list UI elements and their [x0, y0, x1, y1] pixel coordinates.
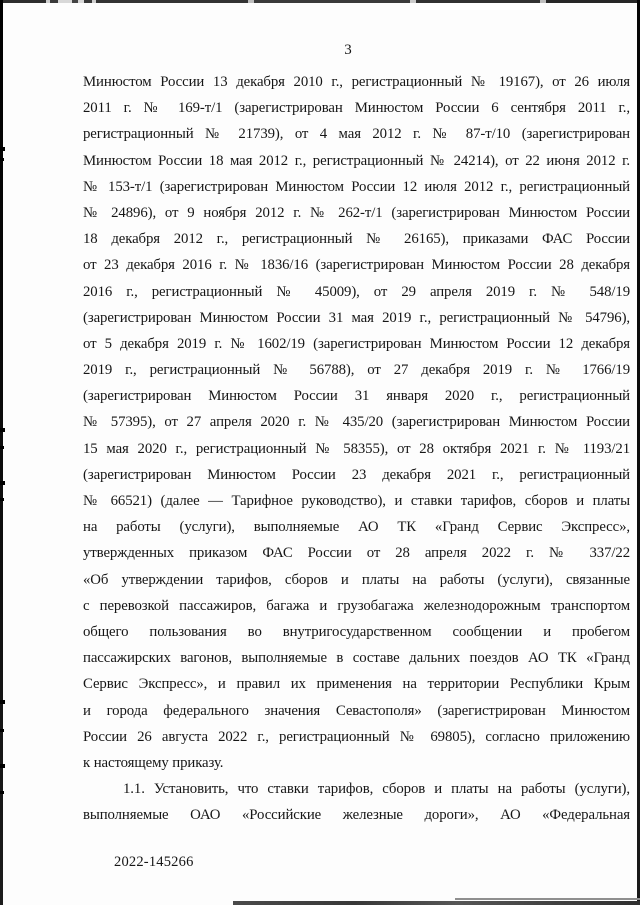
- text-line: от 5 декабря 2019 г. № 1602/19 (зарегистрирован Минюстом России 12 декабря: [83, 335, 630, 352]
- text-line: общего пользования во внутригосударственном сообщении и пробегом: [83, 623, 630, 640]
- scan-speck: [0, 498, 4, 501]
- document-body: [83, 69, 630, 828]
- scan-artifact-left-edge: [0, 0, 3, 905]
- text-line: «Об утверждении тарифов, сборов и платы на работы (услуги), связанные: [83, 571, 630, 588]
- text-line: 15 мая 2020 г., регистрационный № 58355), от 28 октября 2021 г. № 1193/21: [83, 440, 630, 457]
- scan-artifact-top-edge: [0, 0, 640, 3]
- scan-speck: [0, 700, 5, 704]
- text-line: (зарегистрирован Минюстом России 23 декабря 2021 г., регистрационный: [83, 466, 630, 483]
- scan-artifact-bottom-bar: [233, 901, 640, 905]
- text-line: к настоящему приказу.: [83, 754, 224, 771]
- text-line: № 153-т/1 (зарегистрирован Минюстом России 12 июля 2012 г., регистрационный: [83, 178, 630, 195]
- scan-speck: [0, 764, 5, 768]
- text-line: 1.1. Установить, что ставки тарифов, сборов и платы на работы (услуги),: [123, 781, 630, 798]
- text-line: (зарегистрирован Минюстом России 31 мая 2019 г., регистрационный № 54796),: [83, 309, 630, 326]
- text-line: 2019 г., регистрационный № 56788), от 27 декабря 2019 г. № 1766/19: [83, 362, 630, 379]
- text-line: с перевозкой пассажиров, багажа и грузобагажа железнодорожным транспортом: [83, 597, 630, 614]
- scan-speck: [0, 791, 4, 794]
- document-code: 2022-145266: [114, 854, 194, 870]
- text-line: 2016 г., регистрационный № 45009), от 29 апреля 2019 г. № 548/19: [83, 283, 630, 300]
- scan-speck: [0, 446, 4, 449]
- text-line: выполняемые ОАО «Российские железные дороги», АО «Федеральная: [83, 807, 630, 824]
- scan-speck: [0, 481, 5, 485]
- text-line: регистрационный № 21739), от 4 мая 2012 г. № 87-т/10 (зарегистрирован: [83, 126, 630, 143]
- text-line: на работы (услуги), выполняемые АО ТК «Гранд Сервис Экспресс»,: [83, 519, 630, 536]
- text-line: Сервис Экспресс», и правил их применения на территории Республики Крым: [83, 676, 630, 693]
- scan-speck: [0, 729, 4, 732]
- text-line: и города федерального значения Севастополя» (зарегистрирован Минюстом: [83, 702, 630, 719]
- scan-speck: [0, 147, 5, 151]
- scan-artifact-bottom-line: [455, 898, 640, 900]
- scan-speck: [0, 428, 5, 432]
- text-line: пассажирских вагонов, выполняемые в составе дальних поездов АО ТК «Гранд: [83, 650, 630, 667]
- scan-speck: [0, 158, 4, 161]
- page-number: 3: [344, 42, 352, 58]
- text-line: № 24896), от 9 ноября 2012 г. № 262-т/1 (зарегистрирован Минюстом России: [83, 204, 630, 221]
- text-line: (зарегистрирован Минюстом России 31 января 2020 г., регистрационный: [83, 388, 630, 405]
- text-line: 18 декабря 2012 г., регистрационный № 26165), приказами ФАС России: [83, 231, 630, 248]
- text-line: 2011 г. № 169-т/1 (зарегистрирован Минюстом России 6 сентября 2011 г.,: [83, 100, 630, 117]
- text-line: Минюстом России 13 декабря 2010 г., регистрационный № 19167), от 26 июля: [83, 74, 630, 90]
- text-line: № 57395), от 27 апреля 2020 г. № 435/20 (зарегистрирован Минюстом России: [83, 414, 630, 431]
- text-line: № 66521) (далее — Тарифное руководство), и ставки тарифов, сборов и платы: [83, 493, 630, 509]
- text-line: утвержденных приказом ФАС России от 28 апреля 2022 г. № 337/22: [83, 545, 630, 562]
- text-line: Минюстом России 18 мая 2012 г., регистрационный № 24214), от 22 июня 2012 г.: [83, 152, 630, 169]
- text-line: России 26 августа 2022 г., регистрационный № 69805), согласно приложению: [83, 728, 630, 745]
- text-line: от 23 декабря 2016 г. № 1836/16 (зарегистрирован Минюстом России 28 декабря: [83, 257, 630, 274]
